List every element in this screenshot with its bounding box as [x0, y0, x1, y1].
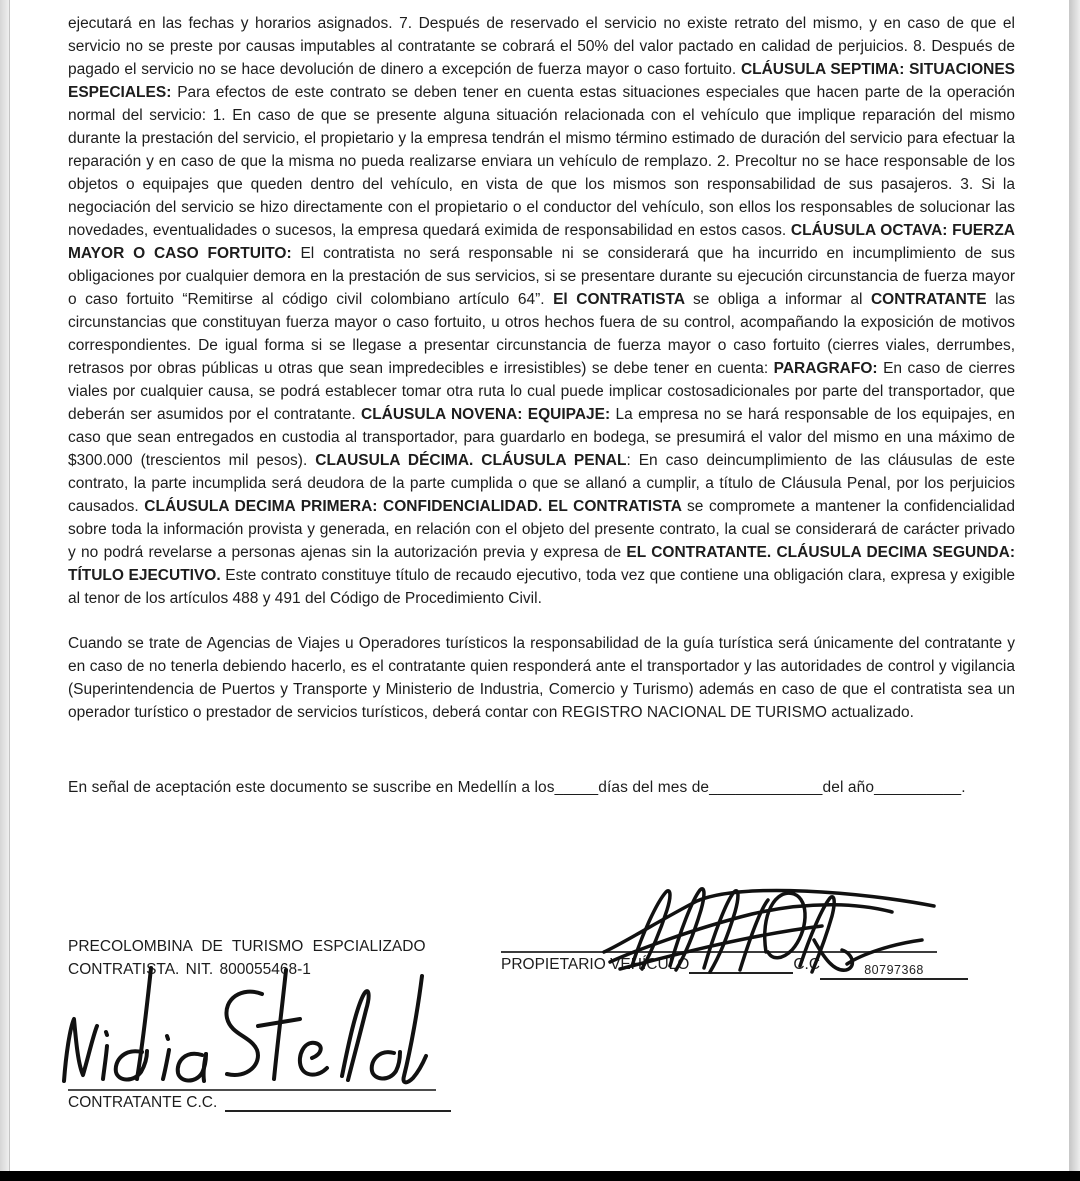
- contratista-nit: CONTRATISTA. NIT. 800055468-1: [68, 961, 311, 978]
- paragraph-agencias-viajes: Cuando se trate de Agencias de Viajes u Operadores turísticos la responsabilidad de la guía turística será únicamente del contratante y en caso de no tenerla debiendo hacerlo, es el contratante quien responderá ante el transportador y las autoridades de control y vigilancia (Superintendencia de Puertos y Transporte y Ministerio de Industria, Comercio y Turismo) además en caso de que el contratista sea un operador turístico o prestador de servicios turísticos, deberá contar con REGISTRO NACIONAL DE TURISMO actualizado.: [68, 635, 1015, 721]
- contratista-company-name: PRECOLOMBINA DE TURISMO ESPCIALIZADO: [68, 938, 426, 955]
- propietario-handwritten-signature: [562, 874, 1062, 978]
- contratante-label: CONTRATANTE C.C.: [68, 1094, 218, 1111]
- contratante-handwritten-signature: [50, 966, 460, 1098]
- cc-label: C.C: [793, 956, 821, 973]
- acceptance-line: En señal de aceptación este documento se suscribe en Medellín a los_____días del mes de_____________del año__________.: [68, 779, 966, 796]
- contract-body: [68, 12, 1015, 821]
- document-page: [10, 0, 1069, 1171]
- page-right-edge: [1069, 0, 1080, 1181]
- paragraph-clauses: ejecutará en las fechas y horarios asignados. 7. Después de reservado el servicio no existe retrato del mismo, y en caso de que el servicio no se preste por causas imputables al contratante se cobrará el 50% del valor pactado en calidad de perjuicios. 8. Después de pagado el servicio no se hace devolución de dinero a excepción de fuerza mayor o caso fortuito. CLÁUSULA SEPTIMA: SITUACIONES ESPECIALES: Para efectos de este contrato se deben tener en cuenta estas situaciones especiales que hacen parte de la operación normal del servicio: 1. En caso de que se presente alguna situación relacionada con el vehículo que implique reparación del mismo durante la prestación del servicio, el propietario y la empresa tendrán el mismo término estimado de duración del servicio para efectuar la reparación y en caso de que la misma no pueda realizarse enviara un vehículo de remplazo. 2. Precoltur no se hace responsable de los objetos o equipajes que queden dentro del vehículo, en vista de que los mismos son responsabilidad de sus pasajeros. 3. Si la negociación del servicio se hizo directamente con el propietario o el conductor del vehículo, son ellos los responsables de solucionar las novedades, eventualidades o sucesos, la empresa quedará eximida de responsabilidad en estos casos. CLÁUSULA OCTAVA: FUERZA MAYOR O CASO FORTUITO: El contratista no será responsable ni se considerará que ha incurrido en incumplimiento de sus obligaciones por cualquier demora en la prestación de sus servicios, si se presentare durante su ejecución circunstancia de fuerza mayor o caso fortuito “Remitirse al código civil colombiano artículo 64”. El CONTRATISTA se obliga a informar al CONTRATANTE las circunstancias que constituyan fuerza mayor o caso fortuito, u otros hechos fuera de su control, acompañando la exposición de motivos correspondientes. De igual forma si se llegase a presentar circunstancia de fuerza mayor o caso fortuito (cierres viales, derrumbes, retrasos por obras públicas u otras que sean impredecibles e irresistibles) se debe tener en cuenta: PARAGRAFO: En caso de cierres viales por cualquier causa, se podrá establecer tomar otra ruta lo cual puede implicar costosadicionales por parte del transportador, que deberán ser asumidos por el contratante. CLÁUSULA NOVENA: EQUIPAJE: La empresa no se hará responsable de los equipajes, en caso que sean entregados en custodia al transportador, para guardarlo en bodega, se presumirá el valor del mismo en una máximo de $300.000 (trescientos mil pesos). CLAUSULA DÉCIMA. CLÁUSULA PENAL: En caso deincumplimiento de las cláusulas de este contrato, la parte incumplida será deudora de la parte cumplida o que se allanó a cumplir, a título de Cláusula Penal, por los perjuicios causados. CLÁUSULA DECIMA PRIMERA: CONFIDENCIALIDAD. EL CONTRATISTA se compromete a mantener la confidencialidad sobre toda la información provista y generada, en relación con el objeto del presente contrato, la cual se considerará de carácter privado y no podrá revelarse a personas ajenas sin la autorización previa y expresa de EL CONTRATANTE. CLÁUSULA DECIMA SEGUNDA: TÍTULO EJECUTIVO. Este contrato constituye título de recaudo ejecutivo, toda vez que contiene una obligación clara, expresa y exigible al tenor de los artículos 488 y 491 del Código de Procedimiento Civil.: [68, 15, 1016, 607]
- contratante-cc-blank: [225, 1110, 451, 1112]
- bottom-black-bar: [0, 1171, 1080, 1181]
- propietario-label: PROPIETARIO VEHÍCULO: [501, 956, 690, 973]
- page-left-edge: [0, 0, 10, 1181]
- propietario-cc-value: 80797368: [864, 963, 924, 977]
